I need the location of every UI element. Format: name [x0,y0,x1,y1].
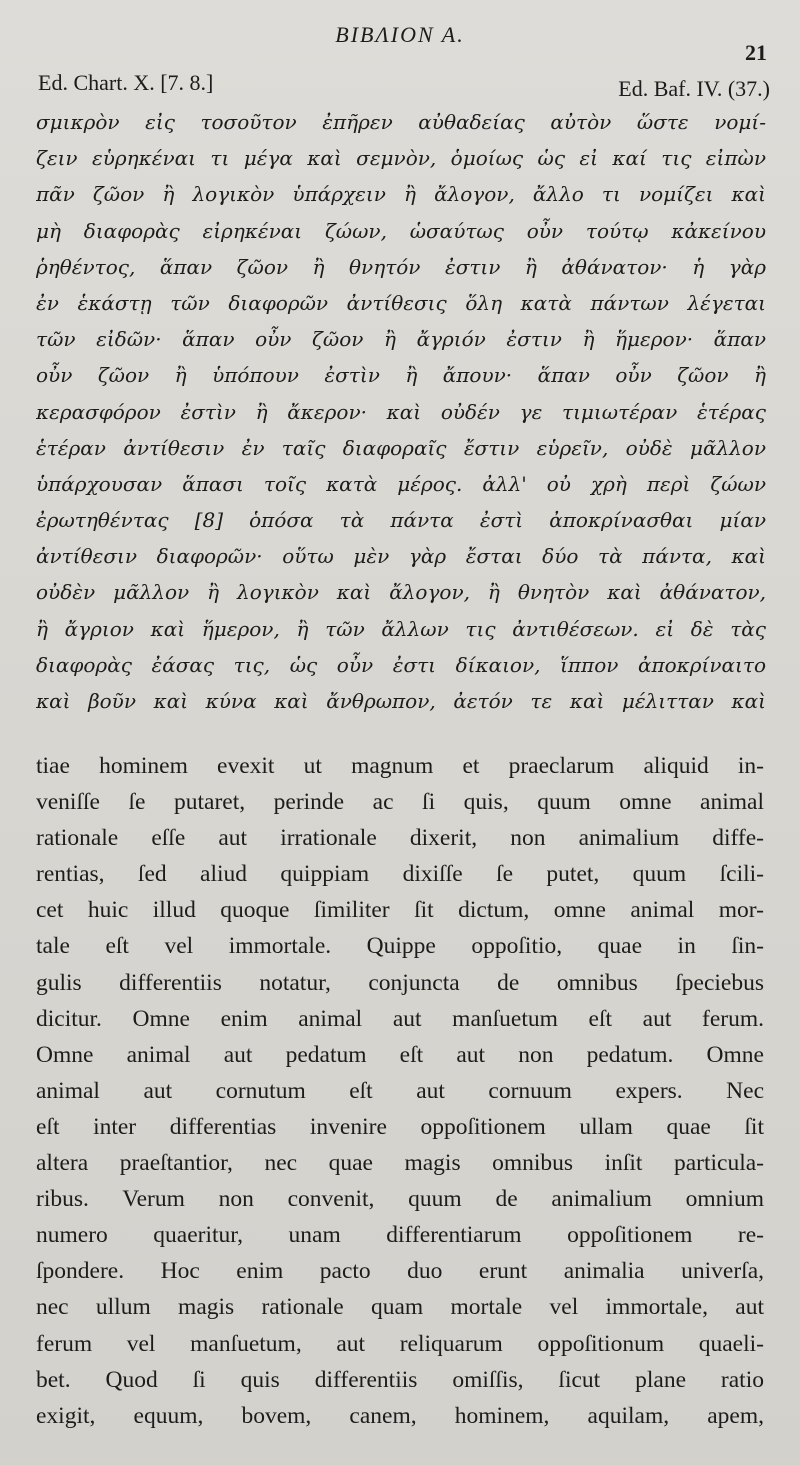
latin-line: ferum vel manſuetum, aut reliquarum oppoſitionum quaeli- [36,1330,764,1357]
greek-line: τῶν εἰδῶν· ἅπαν οὖν ζῶον ἢ ἄγριόν ἐστιν ἢ ἥμερον· ἅπαν [36,327,766,352]
greek-line: οὖν ζῶον ἢ ὑπόπουν ἐστὶν ἢ ἄπουν· ἅπαν οὖν ζῶον ἢ [36,363,766,388]
latin-line: gulis differentiis notatur, conjuncta de omnibus ſpeciebus [36,969,764,996]
latin-line: Omne animal aut pedatum eſt aut non pedatum. Omne [36,1041,764,1068]
latin-line: ſpondere. Hoc enim pacto duo erunt animalia univerſa, [36,1258,764,1285]
greek-line: ῥηθέντος, ἅπαν ζῶον ἢ θνητόν ἐστιν ἢ ἀθάνατον· ἡ γὰρ [36,254,766,279]
latin-line: animal aut cornutum eſt aut cornuum expers. Nec [36,1077,764,1104]
latin-line: rationale eſſe aut irrationale dixerit, non animalium diffe- [36,825,764,852]
latin-line: altera praeſtantior, nec quae magis omnibus inſit particula- [36,1150,764,1177]
greek-line: μὴ διαφορὰς εἰρηκέναι ζώων, ὡσαύτως οὖν τούτῳ κἀκείνου [36,218,766,243]
latin-line: tale eſt vel immortale. Quippe oppoſitio, quae in ſin- [36,933,764,960]
greek-line: ἐρωτηθέντας [8] ὁπόσα τὰ πάντα ἐστὶ ἀποκρίνασθαι μίαν [36,508,766,533]
latin-line: rentias, ſed aliud quippiam dixiſſe ſe putet, quum ſcili- [36,861,764,888]
latin-line: ribus. Verum non convenit, quum de animalium omnium [36,1186,764,1213]
latin-line: eſt inter differentias invenire oppoſitionem ullam quae ſit [36,1113,764,1140]
greek-text-block [36,104,766,719]
latin-line: numero quaeritur, unam differentiarum oppoſitionem re- [36,1222,764,1249]
latin-text-block [36,748,764,1434]
greek-line: πᾶν ζῶον ἢ λογικὸν ὑπάρχειν ἢ ἄλογον, ἄλλο τι νομίζει καὶ [36,182,766,207]
running-head: BIBΛION A. [335,22,465,47]
page-number: 21 [745,40,767,65]
latin-line: tiae hominem evexit ut magnum et praeclarum aliquid in- [36,753,764,779]
edition-reference-left: Ed. Chart. X. [7. 8.] [38,70,214,95]
latin-line: nec ullum magis rationale quam mortale vel immortale, aut [36,1294,764,1321]
greek-line: ὑπάρχουσαν ἅπασι τοῖς κατὰ μέρος. ἀλλ' οὐ χρὴ περὶ ζώων [36,471,766,496]
greek-line: κερασφόρον ἐστὶν ἢ ἄκερον· καὶ οὐδέν γε τιμιωτέραν ἑτέρας [36,399,766,424]
greek-line: καὶ βοῦν καὶ κύνα καὶ ἄνθρωπον, ἀετόν τε καὶ μέλιτταν καὶ [36,689,766,713]
latin-line: dicitur. Omne enim animal aut manſuetum eſt aut ferum. [36,1005,764,1032]
greek-line: οὐδὲν μᾶλλον ἢ λογικὸν καὶ ἄλογον, ἢ θνητὸν καὶ ἀθάνατον, [36,580,766,605]
latin-line: cet huic illud quoque ſimiliter ſit dictum, omne animal mor- [36,897,764,924]
greek-line: ἀντίθεσιν διαφορῶν· οὕτω μὲν γὰρ ἔσται δύο τὰ πάντα, καὶ [36,544,766,569]
latin-line: bet. Quod ſi quis differentiis omiſſis, ſicut plane ratio [36,1366,764,1393]
latin-line: exigit, equum, bovem, canem, hominem, aquilam, apem, [36,1402,764,1429]
greek-line: διαφορὰς ἐάσας τις, ὡς οὖν ἐστι δίκαιον, ἵππον ἀποκρίναιτο [36,652,766,677]
latin-line: veniſſe ſe putaret, perinde ac ſi quis, quum omne animal [36,789,764,816]
greek-line: ἐν ἑκάστῃ τῶν διαφορῶν ἀντίθεσις ὅλη κατὰ πάντων λέγεται [36,290,766,315]
greek-line: ζειν εὑρηκέναι τι μέγα καὶ σεμνὸν, ὁμοίως ὡς εἰ καί τις εἰπὼν [36,146,766,171]
greek-line: ἢ ἄγριον καὶ ἥμερον, ἢ τῶν ἄλλων τις ἀντιθέσεων. εἰ δὲ τὰς [36,616,766,641]
edition-reference-right: Ed. Baf. IV. (37.) [618,76,770,101]
greek-line: σμικρὸν εἰς τοσοῦτον ἐπῆρεν αὐθαδείας αὐτὸν ὥστε νομί- [36,110,766,134]
greek-line: ἑτέραν ἀντίθεσιν ἐν ταῖς διαφοραῖς ἔστιν εὑρεῖν, οὐδὲ μᾶλλον [36,435,766,460]
